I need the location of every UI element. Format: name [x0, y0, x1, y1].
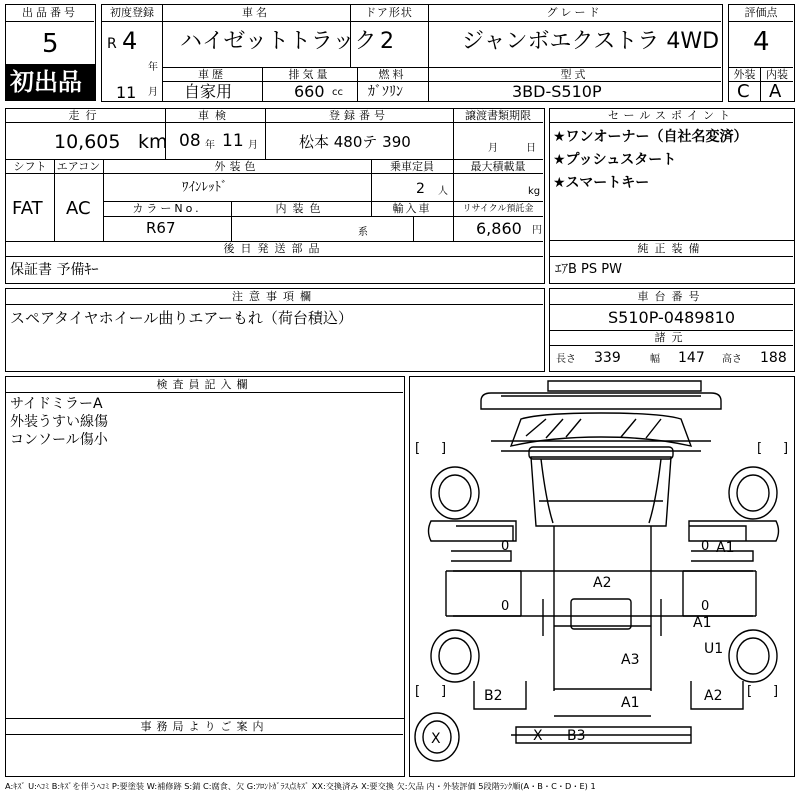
- damage-mark: B2: [484, 688, 503, 704]
- first-listing-text: 初出品: [10, 68, 82, 96]
- inspection-year: 08: [179, 131, 201, 151]
- int-grade-value: A: [769, 81, 782, 102]
- model-label: 型式: [560, 68, 589, 81]
- capacity-label: 乗車定員: [390, 160, 434, 173]
- max-load-label: 最大積載量: [470, 160, 526, 173]
- score-label: 評価点: [744, 6, 778, 19]
- era-prefix: R: [107, 36, 117, 52]
- svg-text:0: 0: [501, 599, 510, 614]
- plate-label: 登録番号: [329, 109, 389, 122]
- sales-points-label: セールスポイント: [607, 109, 735, 122]
- color-number-value: R67: [146, 219, 176, 237]
- damage-mark: X: [533, 728, 543, 744]
- damage-mark: A3: [621, 652, 640, 668]
- damage-diagram-box: [409, 376, 795, 777]
- notice-value: スペアタイヤホイール曲りエアーもれ（荷台積込）: [10, 309, 353, 327]
- damage-mark: A1: [621, 695, 640, 711]
- svg-text:[: [: [757, 441, 763, 456]
- aircon-label: エアコン: [56, 160, 101, 173]
- first-reg-label: 初度登録: [110, 6, 154, 19]
- transfer-label: 譲渡書類期限: [465, 109, 531, 122]
- legend-text: A:ｷｽﾞ U:ﾍｺﾐ B:ｷｽﾞを伴うﾍｺﾐ P:要塗装 W:補修跡 S:錆 C:腐食、欠 G:ﾌﾛﾝﾄｶﾞﾗｽ点ｷｽﾞ XX:交換済み X:要交換 欠:欠品 内・外装評価 5段階ﾗﾝｸ順(A・B・C・D・E) 1: [5, 781, 596, 791]
- svg-text:0: 0: [701, 599, 710, 614]
- damage-mark: X: [431, 731, 441, 747]
- inspector-note-1: サイドミラーA: [10, 396, 103, 412]
- inspection-month: 11: [222, 131, 244, 151]
- height-value: 188: [760, 350, 787, 366]
- sales-point-2: ★プッシュスタート: [553, 152, 677, 168]
- car-name-label: 車名: [242, 6, 270, 19]
- height-label: 高さ: [722, 354, 742, 365]
- notice-box: [5, 288, 545, 372]
- first-reg-year: 4: [122, 27, 138, 55]
- int-label: 内装: [766, 68, 788, 81]
- capacity-unit: 人: [438, 186, 448, 197]
- equipment-label: 純正装備: [637, 242, 706, 255]
- damage-mark: A1: [716, 540, 735, 556]
- month-unit: 月: [148, 87, 158, 98]
- shift-value: FAT: [12, 198, 43, 219]
- svg-text:[: [: [415, 684, 421, 699]
- svg-text:0: 0: [701, 539, 710, 554]
- score-box: [728, 4, 795, 102]
- inspection-month-unit: 月: [248, 140, 258, 151]
- car-name-value: ハイゼットトラック: [180, 29, 377, 54]
- color-number-label: カラーNo.: [132, 202, 202, 215]
- length-label: 長さ: [556, 354, 576, 365]
- svg-text:]: ]: [441, 684, 447, 699]
- transfer-day-unit: 日: [526, 143, 536, 154]
- mileage-unit: km: [138, 131, 168, 153]
- vehicle-header-box: [101, 4, 723, 102]
- displacement-label: 排気量: [288, 68, 331, 81]
- svg-text:]: ]: [441, 441, 447, 456]
- svg-text:[: [: [747, 684, 753, 699]
- sales-point-1: ★ワンオーナー（自社名変済）: [553, 129, 748, 145]
- grade-label: グレード: [546, 6, 603, 19]
- year-unit: 年: [148, 62, 158, 73]
- chassis-label: 車台番号: [637, 290, 706, 303]
- shift-label: シフト: [13, 160, 47, 173]
- damage-mark: A2: [593, 575, 612, 591]
- recycle-unit: 円: [532, 225, 542, 236]
- grade-value: ジャンボエクストラ 4WD: [462, 29, 720, 54]
- damage-mark: A2: [704, 688, 723, 704]
- history-label: 車歴: [198, 68, 226, 81]
- inspector-notes-label: 検査員記入欄: [156, 378, 253, 391]
- office-notes-box: [5, 718, 405, 777]
- recycle-label: リサイクル預託金: [462, 204, 534, 214]
- fuel-label: 燃料: [378, 68, 407, 81]
- inspector-note-3: コンソール傷小: [10, 432, 108, 448]
- svg-text:0: 0: [501, 539, 510, 554]
- inspector-notes-box: [5, 376, 405, 719]
- chassis-box: [549, 288, 795, 372]
- svg-text:]: ]: [783, 441, 789, 456]
- lot-number-value: 5: [42, 29, 59, 59]
- dimensions-label: 諸元: [654, 331, 689, 344]
- width-value: 147: [678, 350, 705, 366]
- lot-number-box: [5, 4, 96, 66]
- score-value: 4: [753, 27, 770, 57]
- parts-value: 保証書 予備ｷｰ: [10, 262, 99, 278]
- exterior-color-value: ﾜｲﾝﾚｯﾄﾞ: [182, 180, 228, 195]
- sales-point-3: ★スマートキー: [553, 175, 650, 191]
- ext-label: 外装: [733, 68, 756, 81]
- interior-color-unit: 系: [358, 227, 368, 238]
- details-box: [5, 108, 545, 284]
- capacity-value: 2: [416, 181, 425, 197]
- first-listing-badge: [5, 64, 96, 101]
- plate-value: 松本 480テ 390: [299, 133, 411, 151]
- max-load-unit: kg: [528, 186, 541, 197]
- damage-mark: A1: [693, 615, 712, 631]
- door-type-value: 2: [380, 29, 394, 54]
- equipment-box: [549, 240, 795, 284]
- first-reg-month: 11: [116, 83, 137, 102]
- history-value: 自家用: [184, 82, 233, 101]
- damage-mark: U1: [704, 641, 724, 657]
- displacement-value: 660: [294, 82, 325, 101]
- model-value: 3BD-S510P: [512, 82, 602, 101]
- import-label: 輸入車: [392, 202, 432, 215]
- inspection-label: 車検: [198, 109, 232, 122]
- chassis-value: S510P-0489810: [608, 308, 736, 327]
- displacement-unit: cc: [332, 87, 343, 98]
- mileage-label: 走行: [68, 109, 103, 122]
- aircon-value: AC: [66, 198, 91, 219]
- parts-label: 後日発送部品: [223, 242, 326, 255]
- inspector-note-2: 外装うすい線傷: [10, 414, 108, 430]
- equipment-value: ｴｱB PS PW: [555, 262, 622, 277]
- inspection-year-unit: 年: [205, 140, 215, 151]
- truck-damage-diagram: [410, 377, 793, 775]
- lot-number-label: 出品番号: [22, 6, 78, 19]
- ext-grade-value: C: [737, 81, 750, 102]
- svg-text:]: ]: [773, 684, 779, 699]
- mileage-value: 10,605: [54, 131, 121, 153]
- svg-text:[: [: [415, 441, 421, 456]
- fuel-value: ｶﾞｿﾘﾝ: [368, 84, 403, 100]
- notice-label: 注意事項欄: [232, 290, 317, 303]
- interior-color-label: 内装色: [275, 202, 327, 215]
- door-type-label: ドア形状: [365, 6, 413, 19]
- transfer-month-unit: 月: [488, 143, 498, 154]
- sales-points-box: [549, 108, 795, 242]
- office-notes-label: 事務局よりご案内: [140, 720, 269, 733]
- damage-mark: B3: [567, 728, 586, 744]
- recycle-value: 6,860: [476, 219, 522, 238]
- length-value: 339: [594, 350, 621, 366]
- width-label: 幅: [650, 354, 660, 365]
- exterior-color-label: 外装色: [214, 160, 260, 173]
